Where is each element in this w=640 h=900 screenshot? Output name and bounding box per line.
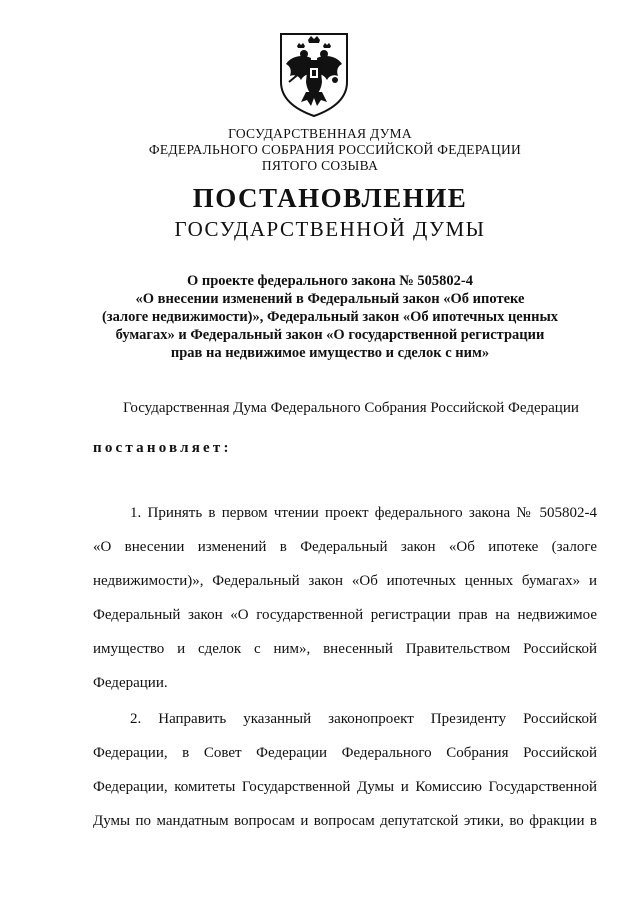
paragraph-line: «О внесении изменений в Федеральный закон «Об ипотеке (залоге	[93, 539, 597, 555]
resolves-keyword: постановляет:	[93, 440, 232, 456]
issuer-header	[0, 126, 640, 174]
paragraph-line: недвижимости)», Федеральный закон «Об ипотечных ценных бумагах» и	[93, 573, 597, 589]
paragraph-line: Федерации, комитеты Государственной Думы и Комиссию Государственной	[93, 779, 597, 795]
header-line-2: ФЕДЕРАЛЬНОГО СОБРАНИЯ РОССИЙСКОЙ ФЕДЕРАЦИИ	[148, 142, 522, 157]
document-subject	[90, 272, 570, 362]
subject-line: «О внесении изменений в Федеральный закон «Об ипотеке	[135, 291, 525, 307]
subject-line: бумагах» и Федеральный закон «О государственной регистрации	[115, 327, 545, 343]
intro-text: Государственная Дума Федерального Собрания Российской Федерации	[123, 400, 579, 416]
paragraph-1	[93, 496, 597, 700]
paragraph-line: Федерации.	[93, 675, 168, 691]
subject-line: (залоге недвижимости)», Федеральный закон «Об ипотечных ценных	[101, 309, 559, 325]
header-line-1: ГОСУДАРСТВЕННАЯ ДУМА	[228, 126, 412, 141]
paragraph-line: Думы по мандатным вопросам и вопросам депутатской этики, во фракции в	[93, 813, 597, 829]
document-type-title: ПОСТАНОВЛЕНИЕ	[192, 183, 468, 213]
document-org-title: ГОСУДАРСТВЕННОЙ ДУМЫ	[174, 217, 486, 241]
header-line-3: ПЯТОГО СОЗЫВА	[261, 158, 379, 173]
paragraph-line: имущество и сделок с ним», внесенный Правительством Российской	[93, 641, 597, 657]
paragraph-2	[93, 702, 597, 838]
paragraph-line: 1. Принять в первом чтении проект федерального закона № 505802-4	[130, 505, 597, 521]
paragraph-line: 2. Направить указанный законопроект Президенту Российской	[130, 711, 597, 727]
subject-line: прав на недвижимое имущество и сделок с ним»	[170, 345, 490, 361]
subject-line: О проекте федерального закона № 505802-4	[186, 273, 474, 289]
paragraph-line: Федерации, в Совет Федерации Федерального Собрания Российской	[93, 745, 597, 761]
paragraph-line: Федеральный закон «О государственной регистрации прав на недвижимое	[93, 607, 597, 623]
coat-of-arms-icon	[275, 30, 353, 118]
